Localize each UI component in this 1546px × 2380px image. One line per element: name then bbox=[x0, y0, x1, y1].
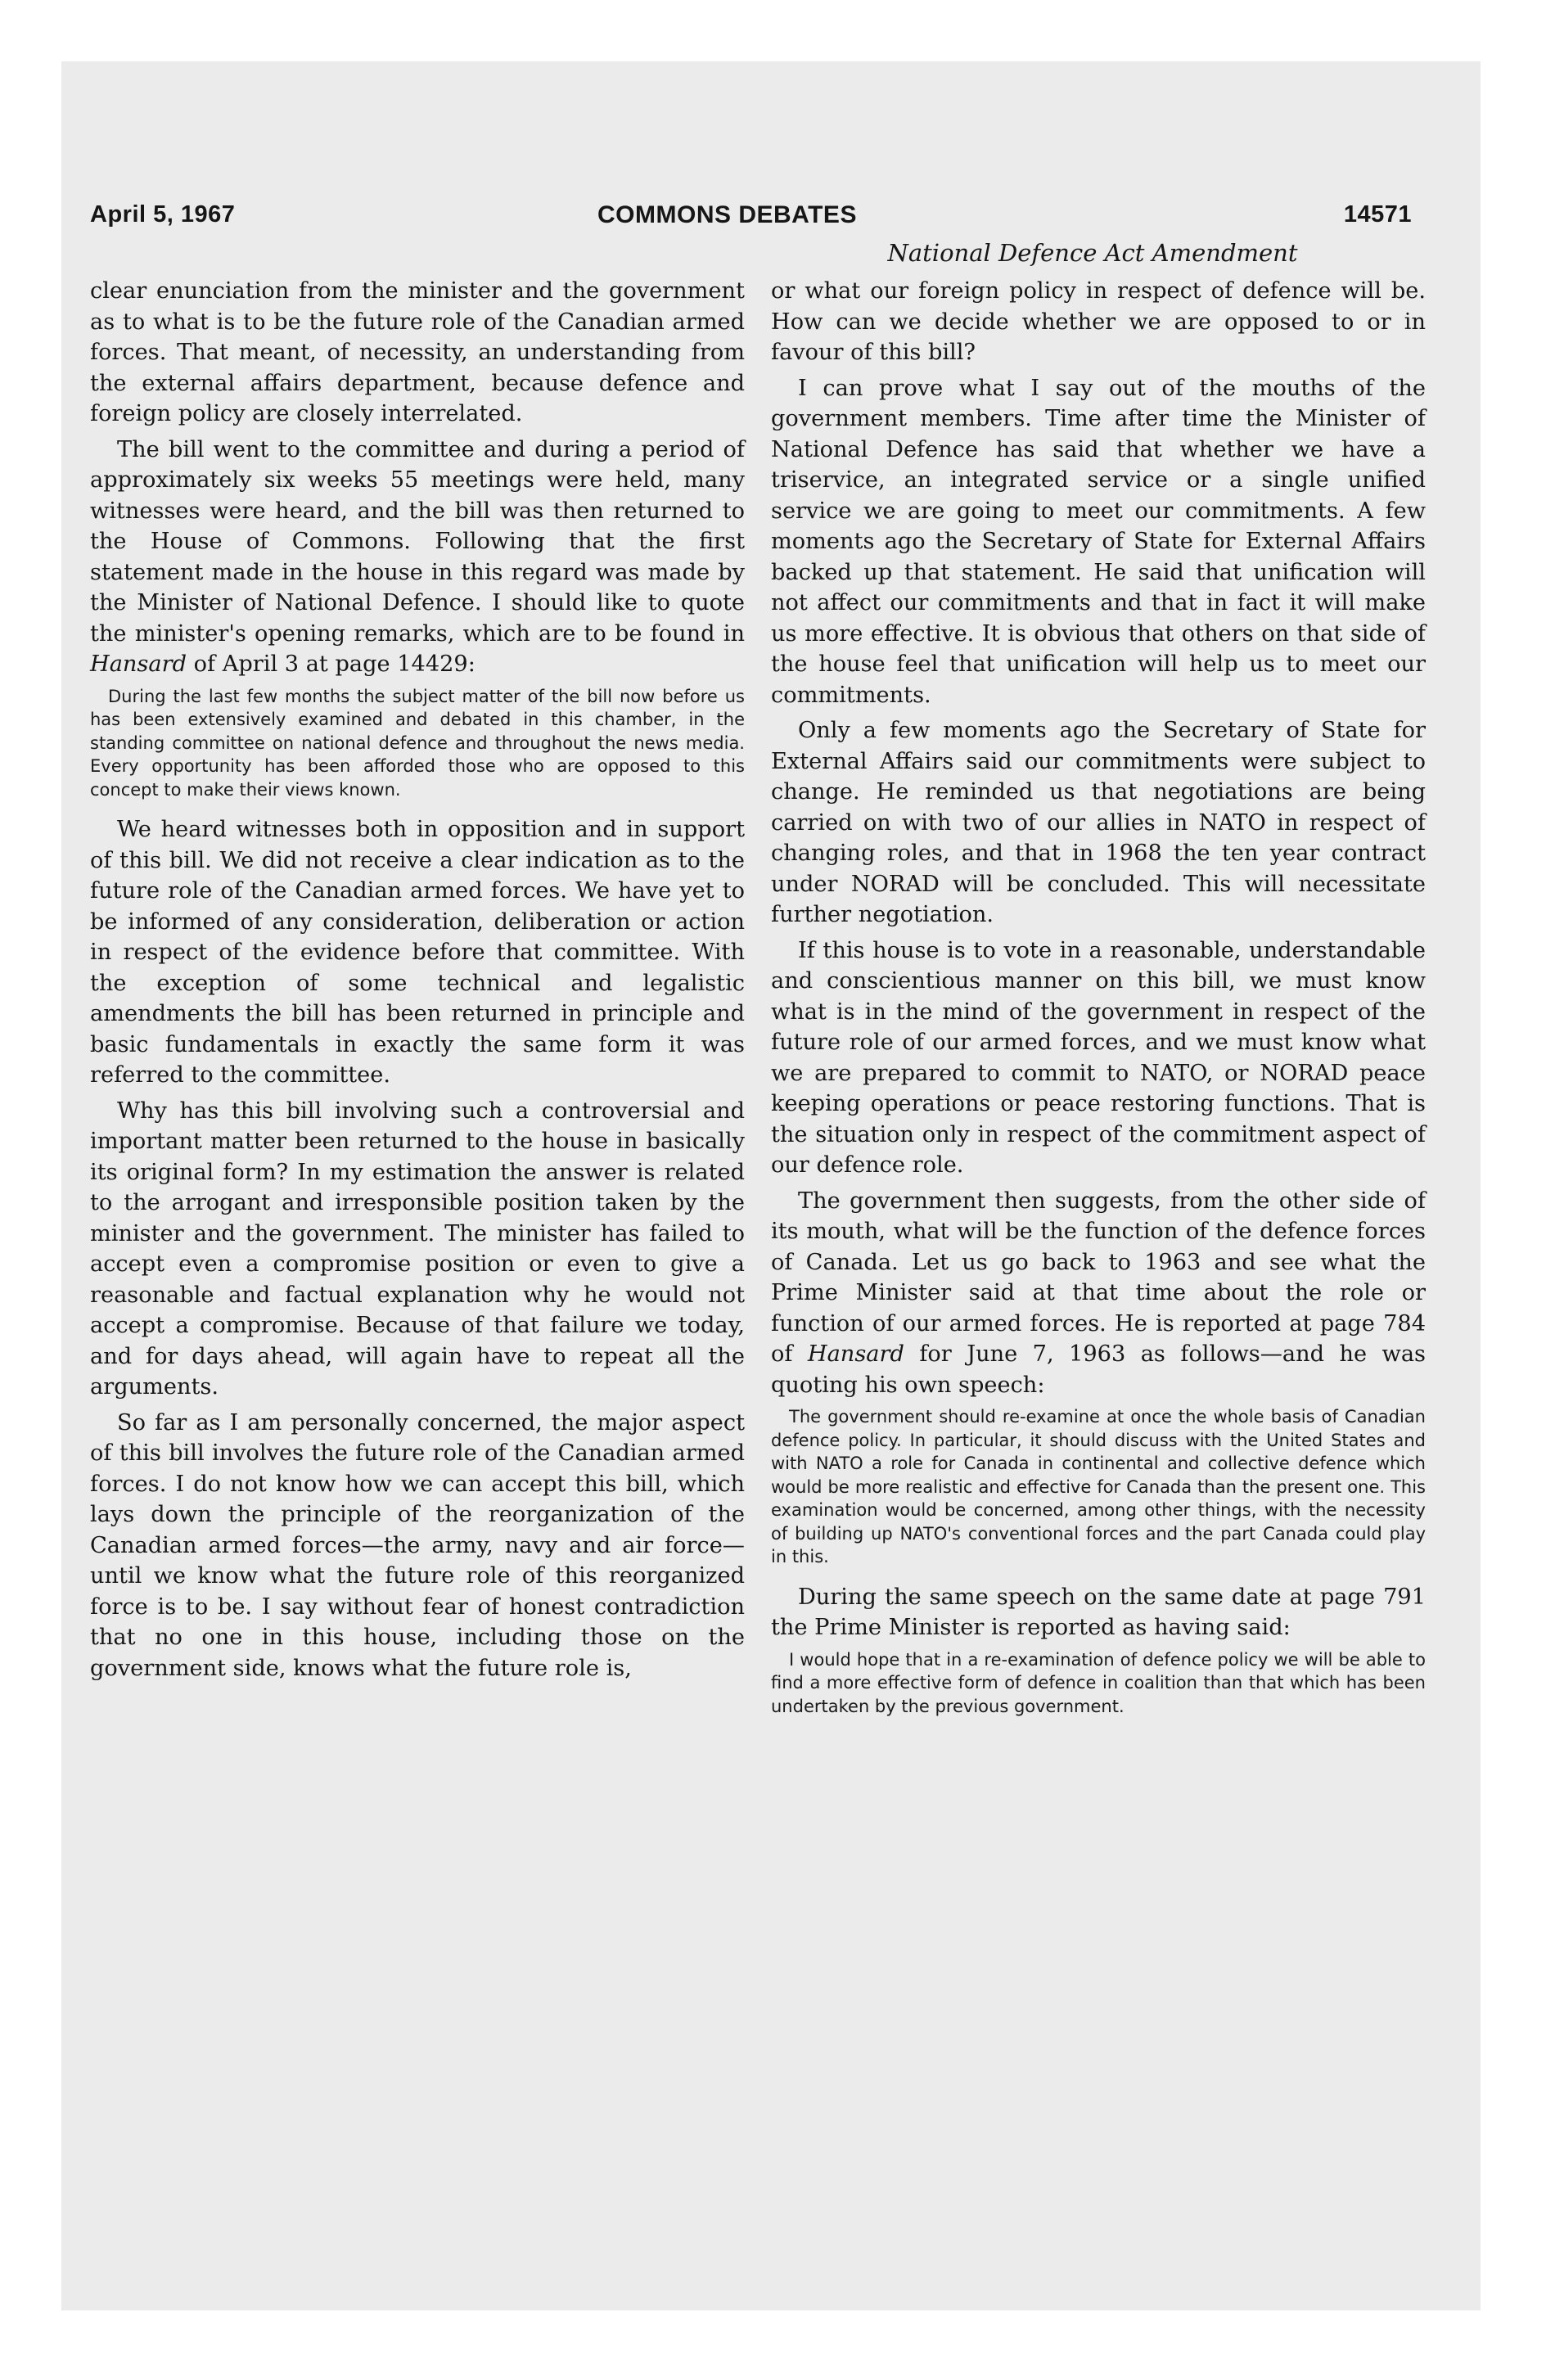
page-header bbox=[90, 201, 1412, 237]
right-quote-2: I would hope that in a re-examination of defence policy we will be able to find a more effective form of defence in coalition than that which has been undertaken by the previous government. bbox=[771, 1649, 1426, 1716]
header-title: COMMONS DEBATES bbox=[597, 201, 857, 228]
left-paragraph-3: We heard witnesses both in opposition and in support of this bill. We did not receive a clear indication as to the future role of the Canadian armed forces. We have yet to be informed of any consideration, deliberation or action in respect of the evidence before that committee. With the exception of some technical and legalistic amendments the bill has been returned in principle and basic fundamentals in exactly the same form it was referred to the committee. bbox=[90, 817, 745, 1088]
left-quote-1: During the last few months the subject matter of the bill now before us has been extensively examined and debated in this chamber, in the standing committee on national defence and throughout the news media. Every opportunity has been afforded those who are opposed to this concept to make their views known. bbox=[90, 686, 745, 800]
left-paragraph-4: Why has this bill involving such a controversial and important matter been returned to the house in basically its original form? In my estimation the answer is related to the arrogant and irresponsible position taken by the minister and the government. The minister has failed to accept even a compromise position or even to give a reasonable and factual explanation why he would not accept a compromise. Because of that failure we today, and for days ahead, will again have to repeat all the arguments. bbox=[90, 1098, 745, 1400]
right-quote-1: The government should re-examine at once the whole basis of Canadian defence policy. In particular, it should discuss with the United States and with NATO a role for Canada in continental and collective defence which would be more realistic and effective for Canada than the present one. This examination would be concerned, among other things, with the necessity of building up NATO's conventional forces and the part Canada could play in this. bbox=[771, 1407, 1426, 1566]
right-paragraph-4: If this house is to vote in a reasonable, understandable and conscientious manner on this bill, we must know what is in the mind of the government in respect of the future role of our armed forces, and we must know what we are prepared to commit to NATO, or NORAD peace keeping operations or peace restoring functions. That is the situation only in respect of the commitment aspect of our defence role. bbox=[771, 937, 1426, 1178]
left-paragraph-1: clear enunciation from the minister and the government as to what is to be the future role of the Canadian armed forces. That meant, of necessity, an understanding from the external affairs department, because defence and foreign policy are closely interrelated. bbox=[90, 278, 745, 426]
right-column bbox=[771, 276, 1426, 1718]
header-page-number: 14571 bbox=[1343, 201, 1412, 228]
header-date: April 5, 1967 bbox=[90, 201, 236, 228]
left-paragraph-5: So far as I am personally concerned, the major aspect of this bill involves the future role of the Canadian armed forces. I do not know how we can accept this bill, which lays down the principle of the reorganization of the Canadian armed forces—the army, navy and air force—until we know what the future role of this reorganized force is to be. I say without fear of honest contradiction that no one in this house, including those on the government side, knows what the future role is, bbox=[90, 1409, 745, 1681]
right-paragraph-6: During the same speech on the same date at page 791 the Prime Minister is reported as having said: bbox=[771, 1584, 1426, 1640]
right-paragraph-5 bbox=[771, 1186, 1426, 1401]
right-paragraph-1: or what our foreign policy in respect of defence will be. How can we decide whether we are opposed to or in favour of this bill? bbox=[771, 278, 1426, 365]
left-paragraph-2-text: The bill went to the committee and during a period of approximately six weeks 55 meetings were held, many witnesses were heard, and the bill was then returned to the House of Commons. Following that the first statement made in the house in this regard was made by the Minister of National Defence. I should like to quote the minister's opening remarks, which are to be found in bbox=[90, 436, 745, 647]
right-paragraph-5-hansard: Hansard bbox=[807, 1341, 904, 1367]
right-paragraph-3: Only a few moments ago the Secretary of State for External Affairs said our commitments were subject to change. He reminded us that negotiations are being carried on with two of our allies in NATO in respect of changing roles, and that in 1968 the ten year contract under NORAD will be concluded. This will necessitate further negotiation. bbox=[771, 718, 1426, 927]
right-paragraph-5-text: The government then suggests, from the other side of its mouth, what will be the function of the defence forces of Canada. Let us go back to 1963 and see what the Prime Minister said at that time about the role or function of our armed forces. He is reported at page 784 of bbox=[771, 1188, 1426, 1367]
left-paragraph-2-hansard: Hansard bbox=[90, 651, 187, 677]
left-paragraph-2 bbox=[90, 435, 745, 680]
section-subtitle: National Defence Act Amendment bbox=[887, 239, 1298, 267]
right-paragraph-5-tail: for June 7, 1963 as follows—and he was quoting his own speech: bbox=[771, 1341, 1426, 1398]
left-paragraph-2-tail: of April 3 at page 14429: bbox=[187, 651, 476, 677]
right-paragraph-2: I can prove what I say out of the mouths of the government members. Time after time the Minister of National Defence has said that whether we have a triservice, an integrated service or a single unified service we are going to meet our commitments. A few moments ago the Secretary of State for External Affairs backed up that statement. He said that unification will not affect our commitments and that in fact it will make us more effective. It is obvious that others on that side of the house feel that unification will help us to meet our commitments. bbox=[771, 375, 1426, 708]
left-column bbox=[90, 276, 745, 1684]
